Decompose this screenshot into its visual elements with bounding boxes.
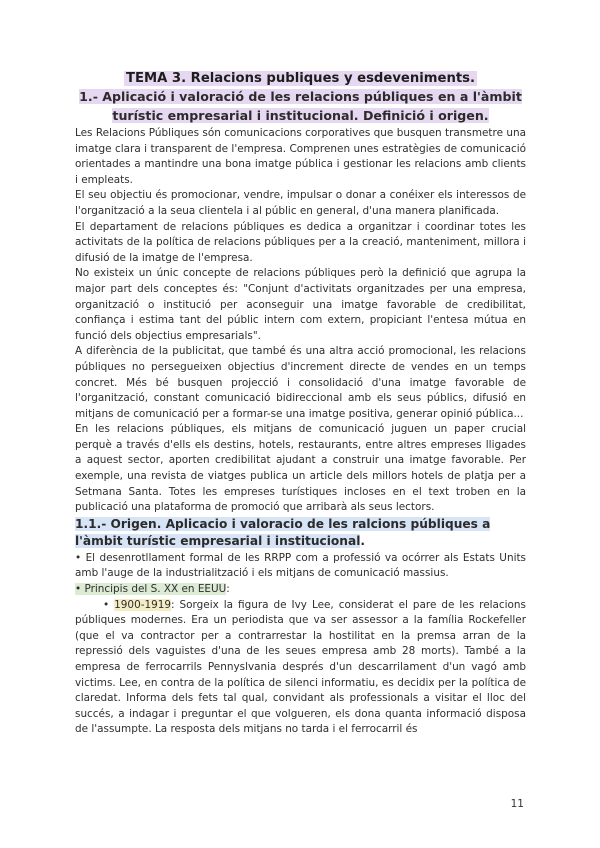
sub-bullet-item [75,598,526,738]
page-content [75,70,526,738]
paragraph: El departament de relacions públiques es dedica a organitzar i coordinar totes les activitats de la política de relacions públiques per a la creació, manteniment, millora i difusió de la imatge de l'empresa. [75,220,526,264]
paragraph: Les Relacions Públiques són comunicacions corporatives que busquen transmetre una imatge clara i transparent de l'empresa. Comprenen unes estratègies de comunicació orientades a mantindre una bona imatge pública i gestionar les relacions amb clients i empleats. [75,127,526,186]
page-title [75,70,526,88]
bullet-suffix: : [226,583,230,596]
paragraph: En les relacions públiques, els mitjans de comunicació juguen un paper crucial perquè a través d'ells els destins, hotels, restaurants, entre altres empreses lligades a aquest sector, aporten credibilitat ajudant a construir una imatge favorable. Per exemple, una revista de viatges publica un article dels millors hotels de platja per a Setmana Santa. Totes les empreses turístiques incloses en el text troben en la publicació una plataforma de promoció que arribarà als seus lectors. [75,423,526,514]
paragraph: A diferència de la publicitat, que també és una altra acció promocional, les relacions públiques no persegueixen objectius d'increment directe de vendes en un temps concret. Més bé busquen projecció i consolidació d'una imatge favorable de l'organització, constant comunicació bidireccional amb els seus públics, difusió en mitjans de comunicació per a formar-se una imatge positiva, generar opinió pública... [75,345,526,420]
bullet-item [75,582,526,598]
bullet-label: Principis del S. XX en EEUU [84,583,227,596]
section-heading-text: 1.1.- Origen. Aplicacio i valoracio de les ralcions públiques a l'àmbit turístic empresarial i institucional [75,516,491,549]
sub-bullet-years: 1900-1919 [114,598,172,611]
section-heading-end: . [360,534,366,549]
section-intro: • El desenrotllament formal de les RRPP com a professió va ocórrer als Estats Units amb l'auge de la industrialització i els mitjans de comunicació massius. [75,551,526,580]
subtitle-text: 1.- Aplicació i valoració de les relacions públiques en a l'àmbit turístic empresarial i institucional. Definició i origen. [79,89,522,123]
page-subtitle [75,88,526,125]
sub-bullet-text: : Sorgeix la figura de Ivy Lee, considerat el pare de les relacions públiques modernes. Era un periodista que va ser assessor a la família Rockefeller (que el va contractor per a contrarrestar la hostilitat en la premsa arran de la repressió dels vaguistes d'una de les seues empresa amb 28 morts). També a la empresa de ferrocarrils Pennyslvania després d'un descarrilament d'un vagó amb victims. Lee, en contra de la política de silenci informatiu, es decidix per la política de claredat. Informa dels fets tal qual, convidant als professionals a visitar el lloc del succés, a indagar i preguntar el que volgueren, els dona quanta informació disposa de l'assumpte. La resposta dels mitjans no tarda i el ferrocarril és [75,598,526,736]
sub-bullet-prefix: • [103,598,115,611]
title-text: TEMA 3. Relacions publiques y esdeveniments. [125,71,476,86]
section-heading [75,516,526,551]
paragraph: El seu objectiu és promocionar, vendre, impulsar o donar a conéixer els interessos de l'organització a la seua clientela i al públic en general, d'una manera planificada. [75,189,526,217]
paragraph: No existeix un únic concepte de relacions públiques però la definició que agrupa la major part dels conceptes és: "Conjunt d'activitats organitzades per una empresa, organització o institució per aconseguir una imatge favorable de credibilitat, confiança i estima tant del públic intern com extern, propiciant l'entesa mútua en funció dels objectius empresarials". [75,267,526,342]
bullet-prefix: • [75,583,85,596]
page-number: 11 [510,798,524,810]
